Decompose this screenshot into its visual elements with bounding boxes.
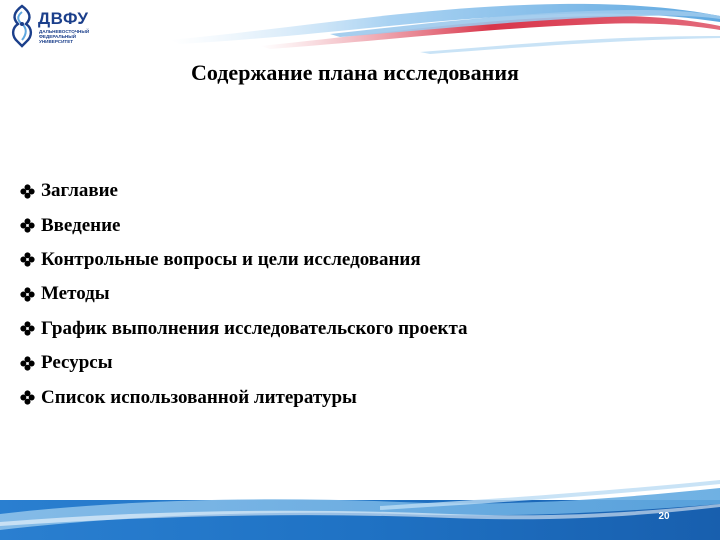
bullet-label: Контрольные вопросы и цели исследования — [41, 248, 421, 270]
logo-abbreviation: ДВФУ — [38, 9, 89, 28]
diamond-clover-icon — [20, 356, 35, 371]
logo-subtitle-line: УНИВЕРСИТЕТ — [39, 39, 74, 45]
logo-emblem-icon — [8, 4, 36, 48]
slide-title: Содержание плана исследования — [191, 60, 519, 85]
university-logo — [8, 4, 98, 50]
bullet-label: Ресурсы — [41, 352, 113, 374]
diamond-clover-icon — [20, 252, 35, 267]
bullet-item — [20, 174, 468, 208]
bullet-list — [20, 174, 468, 415]
bullet-label: График выполнения исследовательского проекта — [41, 317, 468, 339]
bullet-item — [20, 208, 468, 242]
bullet-label: Введение — [41, 214, 121, 236]
bullet-label: Заглавие — [41, 180, 118, 202]
bullet-item — [20, 346, 468, 380]
diamond-clover-icon — [20, 218, 35, 233]
logo-subtitle-line: ДАЛЬНЕВОСТОЧНЫЙ — [39, 29, 90, 34]
header-wave-thin — [420, 36, 720, 54]
diamond-clover-icon — [20, 287, 35, 302]
page-number: 20 — [658, 511, 670, 522]
bullet-item — [20, 312, 468, 346]
diamond-clover-icon — [20, 184, 35, 199]
bullet-label: Список использованной литературы — [41, 386, 357, 408]
diamond-clover-icon — [20, 390, 35, 405]
footer-waves — [0, 470, 720, 540]
bullet-item — [20, 380, 468, 414]
bullet-item — [20, 277, 468, 311]
logo-subtitle-line: ФЕДЕРАЛЬНЫЙ — [39, 34, 76, 40]
logo-subtitle — [39, 29, 99, 45]
bullet-label: Методы — [41, 283, 110, 305]
bullet-item — [20, 243, 468, 277]
diamond-clover-icon — [20, 321, 35, 336]
